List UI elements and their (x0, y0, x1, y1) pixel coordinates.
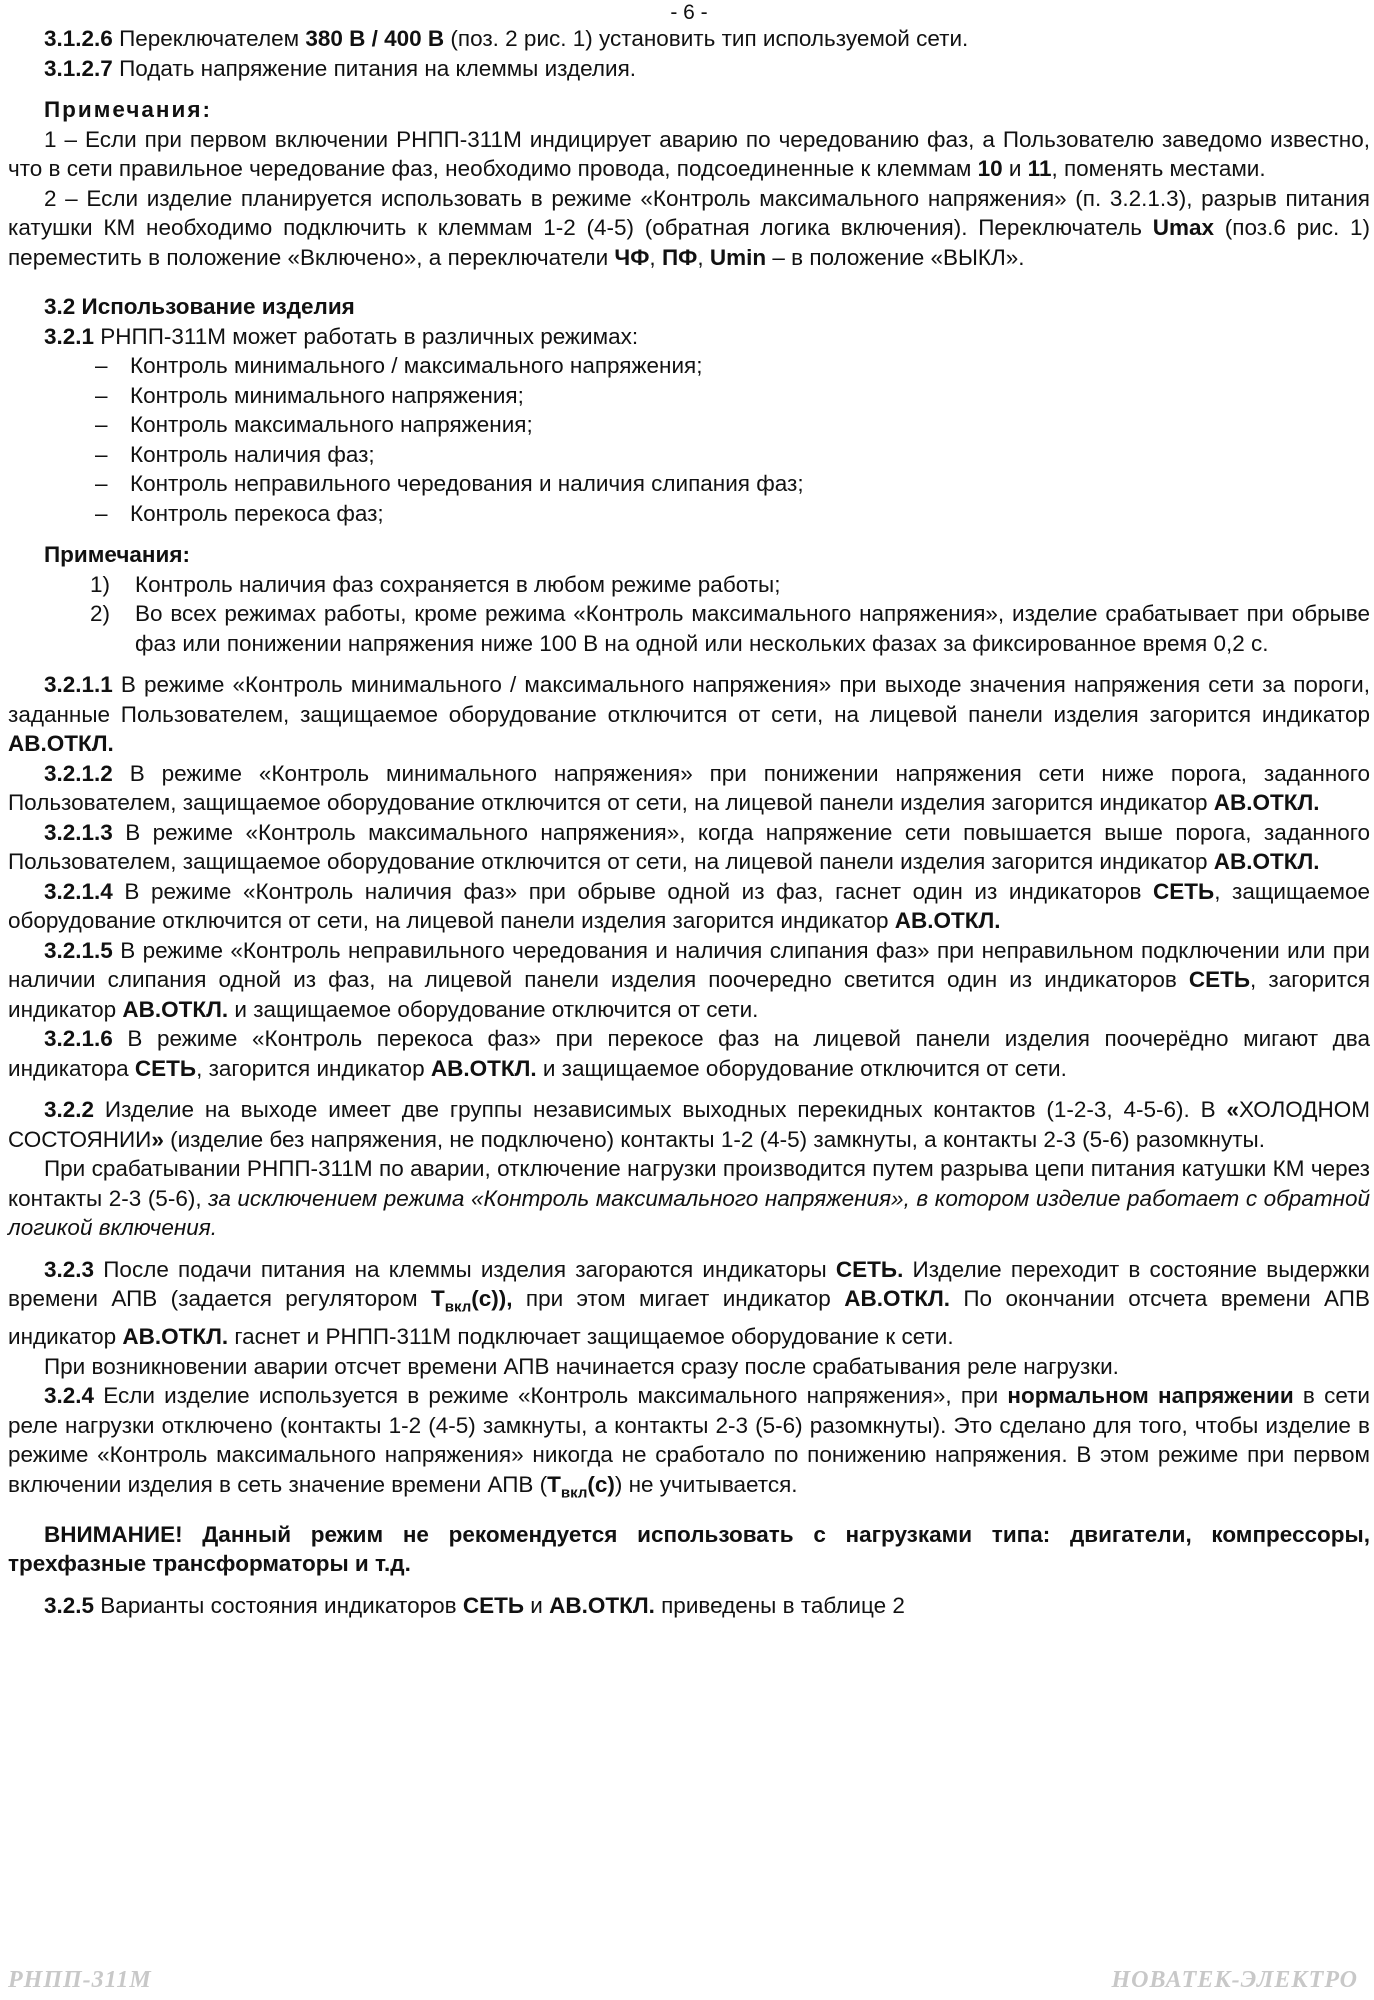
section-3-2-1-4: 3.2.1.4 В режиме «Контроль наличия фаз» при обрыве одной из фаз, гаснет один из индикаторов СЕТЬ, защищаемое оборудование отключится от сети, на лицевой панели изделия загорится индикатор АВ.ОТКЛ. (8, 878, 1370, 933)
list-item: 1) Контроль наличия фаз сохраняется в любом режиме работы; (90, 571, 781, 597)
modes-list (8, 351, 1370, 528)
section-3-1-2-6: 3.1.2.6 Переключателем 380 В / 400 В (поз. 2 рис. 1) установить тип используемой сети. (44, 26, 969, 51)
list-item: – Контроль неправильного чередования и наличия слипания фаз; (8, 469, 1370, 499)
section-heading: 3.2 Использование изделия (44, 294, 355, 319)
section-3-2-1-6: 3.2.1.6 В режиме «Контроль перекоса фаз» при перекосе фаз на лицевой панели изделия поочерёдно мигают два индикатора СЕТЬ, загорится индикатор АВ.ОТКЛ. и защищаемое оборудование отключится от сети. (8, 1026, 1370, 1081)
page-number: - 6 - (670, 1, 708, 24)
section-3-1-2-7: 3.1.2.7 Подать напряжение питания на клеммы изделия. (44, 55, 637, 81)
notes-title: Примечания: (44, 97, 212, 122)
note-1: 1 – Если при первом включении РНПП-311М индицирует аварию по чередованию фаз, а Пользователю заведомо известно, что в сети правильное чередование фаз, необходимо провода, подсоединенные к клеммам 10 и 11, поменять местами. (8, 126, 1370, 181)
section-3-2-1: 3.2.1 РНПП-311М может работать в различных режимах: (44, 323, 639, 349)
list-item: 2) Во всех режимах работы, кроме режима «Контроль максимального напряжения», изделие срабатывает при обрыве фаз или понижении напряжения ниже 100 В на одной или нескольких фазах за фиксированное время 0,2 с. (90, 601, 1370, 656)
section-3-2-4: 3.2.4 Если изделие используется в режиме «Контроль максимального напряжения», при нормальном напряжении в сети реле нагрузки отключено (контакты 1-2 (4-5) замкнуты, а контакты 2-3 (5-6) разомкнуты). Это сделано для того, чтобы изделие в режиме «Контроль максимального напряжения» никогда не сработало по понижению напряжения. В этом режиме при первом включении изделия в сеть значение времени АПВ $(Т_{вкл}(с))$ не учитывается. (8, 1383, 1370, 1501)
warning: ВНИМАНИЕ! Данный режим не рекомендуется использовать с нагрузками типа: двигатели, компрессоры, трехфазные трансформаторы и т.д. (8, 1521, 1370, 1576)
list-item: – Контроль перекоса фаз; (8, 499, 1370, 529)
section-3-2-1-2: 3.2.1.2 В режиме «Контроль минимального напряжения» при понижении напряжения сети ниже порога, заданного Пользователем, защищаемое оборудование отключится от сети, на лицевой панели изделия загорится индикатор АВ.ОТКЛ. (8, 760, 1370, 815)
footer-company: НОВАТЕК-ЭЛЕКТРО (1111, 1967, 1358, 1993)
note-2: 2 – Если изделие планируется использовать в режиме «Контроль максимального напряжения» (п. 3.2.1.3), разрыв питания катушки КМ необходимо подключить к клеммам 1-2 (4-5) (обратная логика включения). Переключатель Umax (поз.6 рис. 1) переместить в положение «Включено», а переключатели ЧФ, ПФ, Umin – в положение «ВЫКЛ». (8, 185, 1370, 270)
document-page (8, 0, 1370, 1620)
footer-model: РНПП-311М (8, 1967, 152, 1993)
section-3-2-1-5: 3.2.1.5 В режиме «Контроль неправильного чередования и наличия слипания фаз» при неправильном подключении или при наличии слипания одной из фаз, на лицевой панели изделия поочередно светится один из индикаторов СЕТЬ, загорится индикатор АВ.ОТКЛ. и защищаемое оборудование отключится от сети. (8, 937, 1371, 1022)
section-3-2-1-1: 3.2.1.1 В режиме «Контроль минимального / максимального напряжения» при выходе значения напряжения сети за пороги, заданные Пользователем, защищаемое оборудование отключится от сети, на лицевой панели изделия загорится индикатор АВ.ОТКЛ. (8, 672, 1370, 756)
list-item: – Контроль наличия фаз; (8, 440, 1370, 470)
notes-list (8, 570, 1370, 659)
section-3-2-3-cont: При возникновении аварии отсчет времени АПВ начинается сразу после срабатывания реле нагрузки. (44, 1353, 1119, 1379)
section-3-2-3: 3.2.3 После подачи питания на клеммы изделия загораются индикаторы СЕТЬ. Изделие переходит в состояние выдержки времени АПВ (задается регулятором $Т_{вкл}(с)$), при этом мигает индикатор АВ.ОТКЛ. По окончании отсчета времени АПВ индикатор АВ.ОТКЛ. гаснет и РНПП-311М подключает защищаемое оборудование к сети. (8, 1256, 1370, 1349)
section-3-2-5: 3.2.5 Варианты состояния индикаторов СЕТЬ и АВ.ОТКЛ. приведены в таблице 2 (44, 1592, 905, 1618)
section-3-2-2: 3.2.2 Изделие на выходе имеет две группы независимых выходных перекидных контактов (1-2-3, 4-5-6). В «ХОЛОДНОМ СОСТОЯНИИ» (изделие без напряжения, не подключено) контакты 1-2 (4-5) замкнуты, а контакты 2-3 (5-6) разомкнуты. (8, 1097, 1370, 1152)
section-3-2-2-cont: При срабатывании РНПП-311М по аварии, отключение нагрузки производится путем разрыва цепи питания катушки КМ через контакты 2-3 (5-6), за исключением режима «Контроль максимального напряжения», в котором изделие работает с обратной логикой включения. (8, 1156, 1370, 1240)
list-item: – Контроль максимального напряжения; (8, 410, 1370, 440)
notes-title-2: Примечания: (44, 542, 190, 567)
section-3-2-1-3: 3.2.1.3 В режиме «Контроль максимального напряжения», когда напряжение сети повышается выше порога, заданного Пользователем, защищаемое оборудование отключится от сети, на лицевой панели изделия загорится индикатор АВ.ОТКЛ. (8, 819, 1370, 874)
page-footer (8, 1967, 1358, 1994)
list-item: – Контроль минимального / максимального напряжения; (8, 351, 1370, 381)
list-item: – Контроль минимального напряжения; (8, 381, 1370, 411)
